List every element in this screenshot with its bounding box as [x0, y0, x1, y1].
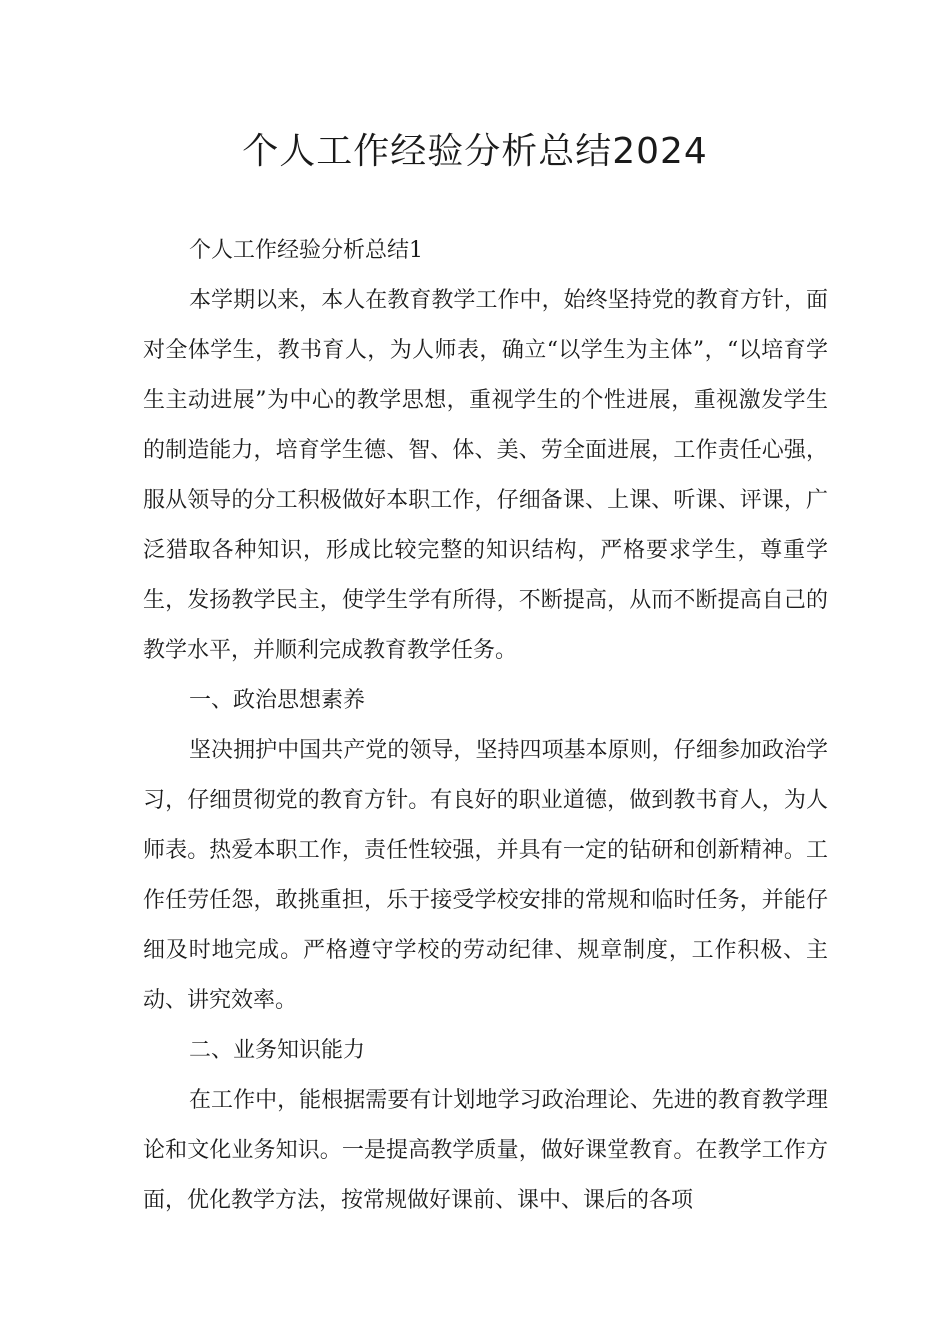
body-paragraph: 坚决拥护中国共产党的领导，坚持四项基本原则，仔细参加政治学习，仔细贯彻党的教育方针。有良好的职业道德，做到教书育人，为人师表。热爱本职工作，责任性较强，并具有一定的钻研和创新精神。工作任劳任怨，敢挑重担，乐于接受学校安排的常规和临时任务，并能仔细及时地完成。严格遵守学校的劳动纪律、规章制度，工作积极、主动、讲究效率。 — [143, 738, 828, 1013]
document-body — [143, 226, 828, 1226]
document-title: 个人工作经验分析总结2024 — [242, 131, 708, 172]
body-paragraph: 在工作中，能根据需要有计划地学习政治理论、先进的教育教学理论和文化业务知识。一是提高教学质量，做好课堂教育。在教学工作方面，优化教学方法，按常规做好课前、课中、课后的各项 — [143, 1088, 828, 1213]
section-heading: 一、政治思想素养 — [189, 688, 366, 713]
section-heading: 个人工作经验分析总结1 — [189, 238, 423, 263]
section-heading: 二、业务知识能力 — [189, 1038, 366, 1063]
body-paragraph: 本学期以来，本人在教育教学工作中，始终坚持党的教育方针，面对全体学生，教书育人，为人师表，确立“以学生为主体”，“以培育学生主动进展”为中心的教学思想，重视学生的个性进展，重视激发学生的制造能力，培育学生德、智、体、美、劳全面进展，工作责任心强，服从领导的分工积极做好本职工作，仔细备课、上课、听课、评课，广泛猎取各种知识，形成比较完整的知识结构，严格要求学生，尊重学生，发扬教学民主，使学生学有所得，不断提高，从而不断提高自己的教学水平，并顺利完成教育教学任务。 — [143, 288, 828, 663]
